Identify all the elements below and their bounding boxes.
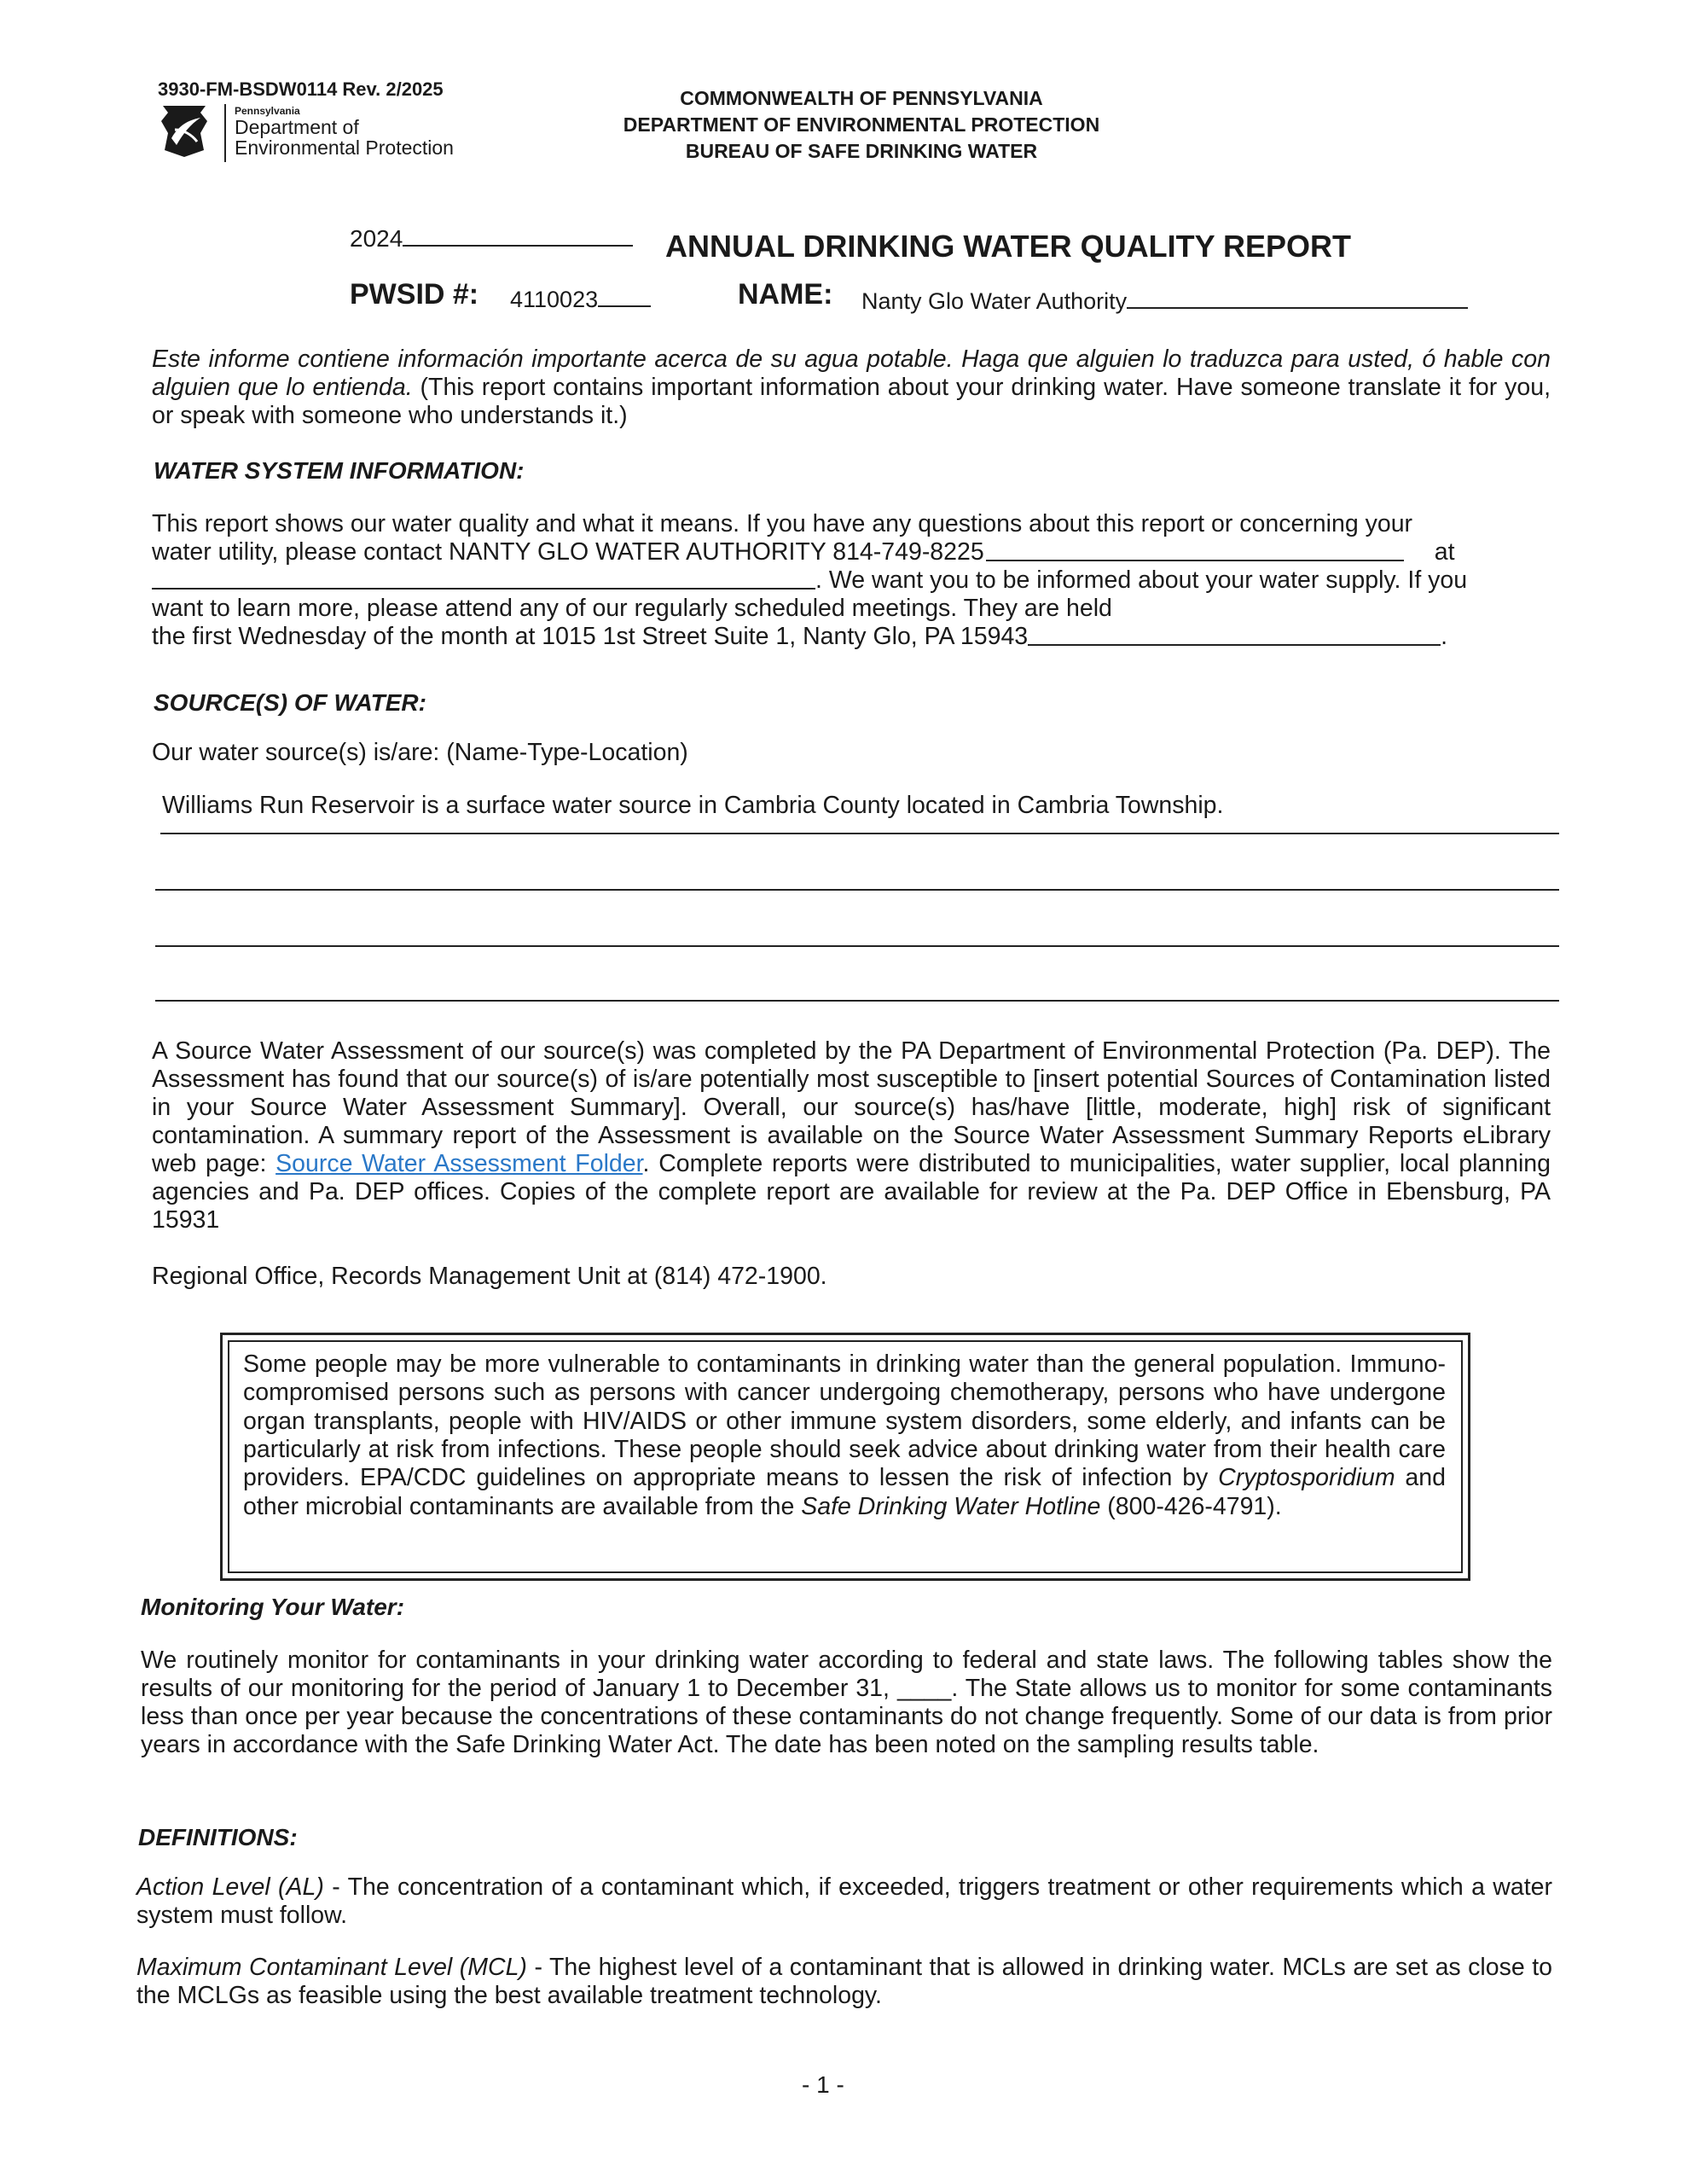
pwsid-label: PWSID #: [350, 278, 479, 311]
ws-line2-blank [986, 541, 1404, 561]
ws-line5-row [152, 623, 1551, 651]
agency-line1: COMMONWEALTH OF PENNSYLVANIA [680, 87, 1043, 109]
notice-part1: Some people may be more vulnerable to contaminants in drinking water than the general population. Immuno-compromised persons such as persons with cancer undergoing chemotherapy, persons who have undergone organ transplants, people with HIV/AIDS or other immune system disorders, some elderly, and infants can be particularly at risk from infections. These people should seek advice about drinking water from their health care providers. EPA/CDC guidelines on appropriate means to lessen the risk of infection by [243, 1350, 1446, 1492]
dep-logo-text [235, 106, 454, 158]
definition-al [136, 1873, 1552, 1930]
name-label: NAME: [738, 278, 833, 311]
assessment-body: A Source Water Assessment of our source(s) was completed by the PA Department of Environmental Protection (Pa. DEP). The Assessment has found that our source(s) of is/are potentially most susceptible to [insert potential Sources of Contamination listed in your Source Water Assessment Summary]. Overall, our source(s) has/have [little, moderate, high] risk of significant contamination. A summary report of the Assessment is available on the Source Water Assessment Summary Reports eLibrary web page: [152, 1037, 1551, 1178]
translation-notice [152, 346, 1551, 430]
ws-line3-row [152, 566, 1551, 595]
report-year [350, 225, 633, 253]
assessment-body-end: . Complete reports were distributed to municipalities, water supplier, local planning agencies and Pa. DEP offices. Copies of the complete report are available for review at the Pa. DEP Office in Ebensburg, PA 15931 [152, 1150, 1551, 1234]
ws-line3: . We want you to be informed about your water supply. If you [815, 566, 1468, 595]
monitoring-text [141, 1647, 1552, 1759]
pwsid-field [510, 287, 651, 313]
name-line [1127, 290, 1468, 309]
ws-line5: the first Wednesday of the month at 1015 1st Street Suite 1, Nanty Glo, PA 15943 [152, 623, 1029, 651]
water-system-heading: WATER SYSTEM INFORMATION: [154, 457, 525, 484]
ws-line5-end: . [1441, 623, 1448, 651]
notice-part2: and other microbial contaminants are available from the [243, 1464, 1446, 1520]
page-number: - 1 - [802, 2071, 844, 2098]
definition-mcl [136, 1954, 1552, 2010]
name-field [861, 288, 1468, 315]
source-line-4 [155, 1000, 1559, 1002]
keystone-logo-icon [158, 104, 211, 159]
al-definition: - The concentration of a contaminant which, if exceeded, triggers treatment or other requirements which a water system must follow. [136, 1873, 1552, 1930]
source-water-assessment-link[interactable]: Source Water Assessment Folder [275, 1150, 643, 1178]
agency-line2: DEPARTMENT OF ENVIRONMENTAL PROTECTION [623, 113, 1100, 136]
monitoring-year-blank: ____ [896, 1675, 952, 1703]
logo-state: Pennsylvania [235, 105, 300, 117]
report-year-value: 2024 [350, 225, 403, 252]
sources-heading: SOURCE(S) OF WATER: [154, 689, 426, 716]
hotline-phone: (800-426-4791). [1100, 1492, 1282, 1520]
form-code: 3930-FM-BSDW0114 Rev. 2/2025 [158, 78, 444, 100]
spanish-notice: Este informe contiene información importante acerca de su agua potable. Haga que alguien lo traduzca para usted, ó hable con alguien que lo entienda. [152, 346, 1551, 402]
vulnerable-populations-notice [220, 1333, 1470, 1581]
definitions-heading: DEFINITIONS: [138, 1824, 298, 1850]
al-term: Action Level (AL) [136, 1873, 324, 1901]
logo-divider [224, 104, 226, 162]
name-value: Nanty Glo Water Authority [861, 288, 1128, 314]
ws-line2-end: at [1434, 538, 1455, 566]
monitoring-text1: We routinely monitor for contaminants in your drinking water according to federal and state laws. The following tables show the results of our monitoring for the period of January 1 to December 31, [141, 1647, 1552, 1703]
cryptosporidium: Cryptosporidium [1218, 1464, 1395, 1492]
year-line [403, 226, 633, 247]
report-title: ANNUAL DRINKING WATER QUALITY REPORT [665, 229, 1352, 264]
water-system-text [152, 510, 1551, 651]
source-line-3 [155, 945, 1559, 947]
monitoring-heading: Monitoring Your Water: [141, 1594, 405, 1620]
pwsid-value: 4110023 [510, 287, 599, 312]
sources-intro: Our water source(s) is/are: (Name-Type-Location) [152, 739, 688, 766]
source-line-1 [160, 833, 1559, 834]
agency-header [589, 85, 1134, 165]
english-notice: (This report contains important information about your drinking water. Have someone translate it for you, or speak with someone who understands it.) [152, 374, 1551, 430]
pwsid-line [598, 288, 651, 307]
monitoring-text2: . The State allows us to monitor for some contaminants less than once per year because the concentrations of these contaminants do not change frequently. Some of our data is from prior years in accordance with the Safe Drinking Water Act. The date has been noted on the sampling results table. [141, 1675, 1552, 1759]
ws-line2-row [152, 538, 1551, 566]
logo-line2: Environmental Protection [235, 136, 454, 159]
ws-line5-blank [1028, 625, 1441, 646]
ws-line3-blank [152, 569, 815, 590]
notice-text [243, 1350, 1446, 1521]
logo-line1: Department of [235, 115, 359, 138]
ws-line2: water utility, please contact NANTY GLO WATER AUTHORITY 814-749-8225 [152, 538, 984, 566]
ws-line4: want to learn more, please attend any of our regularly scheduled meetings. They are held [152, 595, 1112, 623]
agency-line3: BUREAU OF SAFE DRINKING WATER [685, 140, 1038, 163]
mcl-definition: - The highest level of a contaminant that is allowed in drinking water. MCLs are set as close to the MCLGs as feasible using the best available treatment technology. [136, 1954, 1552, 2010]
ws-line1: This report shows our water quality and what it means. If you have any questions about this report or concerning your [152, 510, 1413, 537]
source-line-2 [155, 889, 1559, 891]
source-entry-1: Williams Run Reservoir is a surface water source in Cambria County located in Cambria Township. [162, 792, 1224, 819]
mcl-term: Maximum Contaminant Level (MCL) [136, 1954, 527, 1981]
hotline-name: Safe Drinking Water Hotline [801, 1492, 1101, 1520]
regional-office: Regional Office, Records Management Unit at (814) 472-1900. [152, 1263, 827, 1290]
assessment-text [152, 1037, 1551, 1234]
